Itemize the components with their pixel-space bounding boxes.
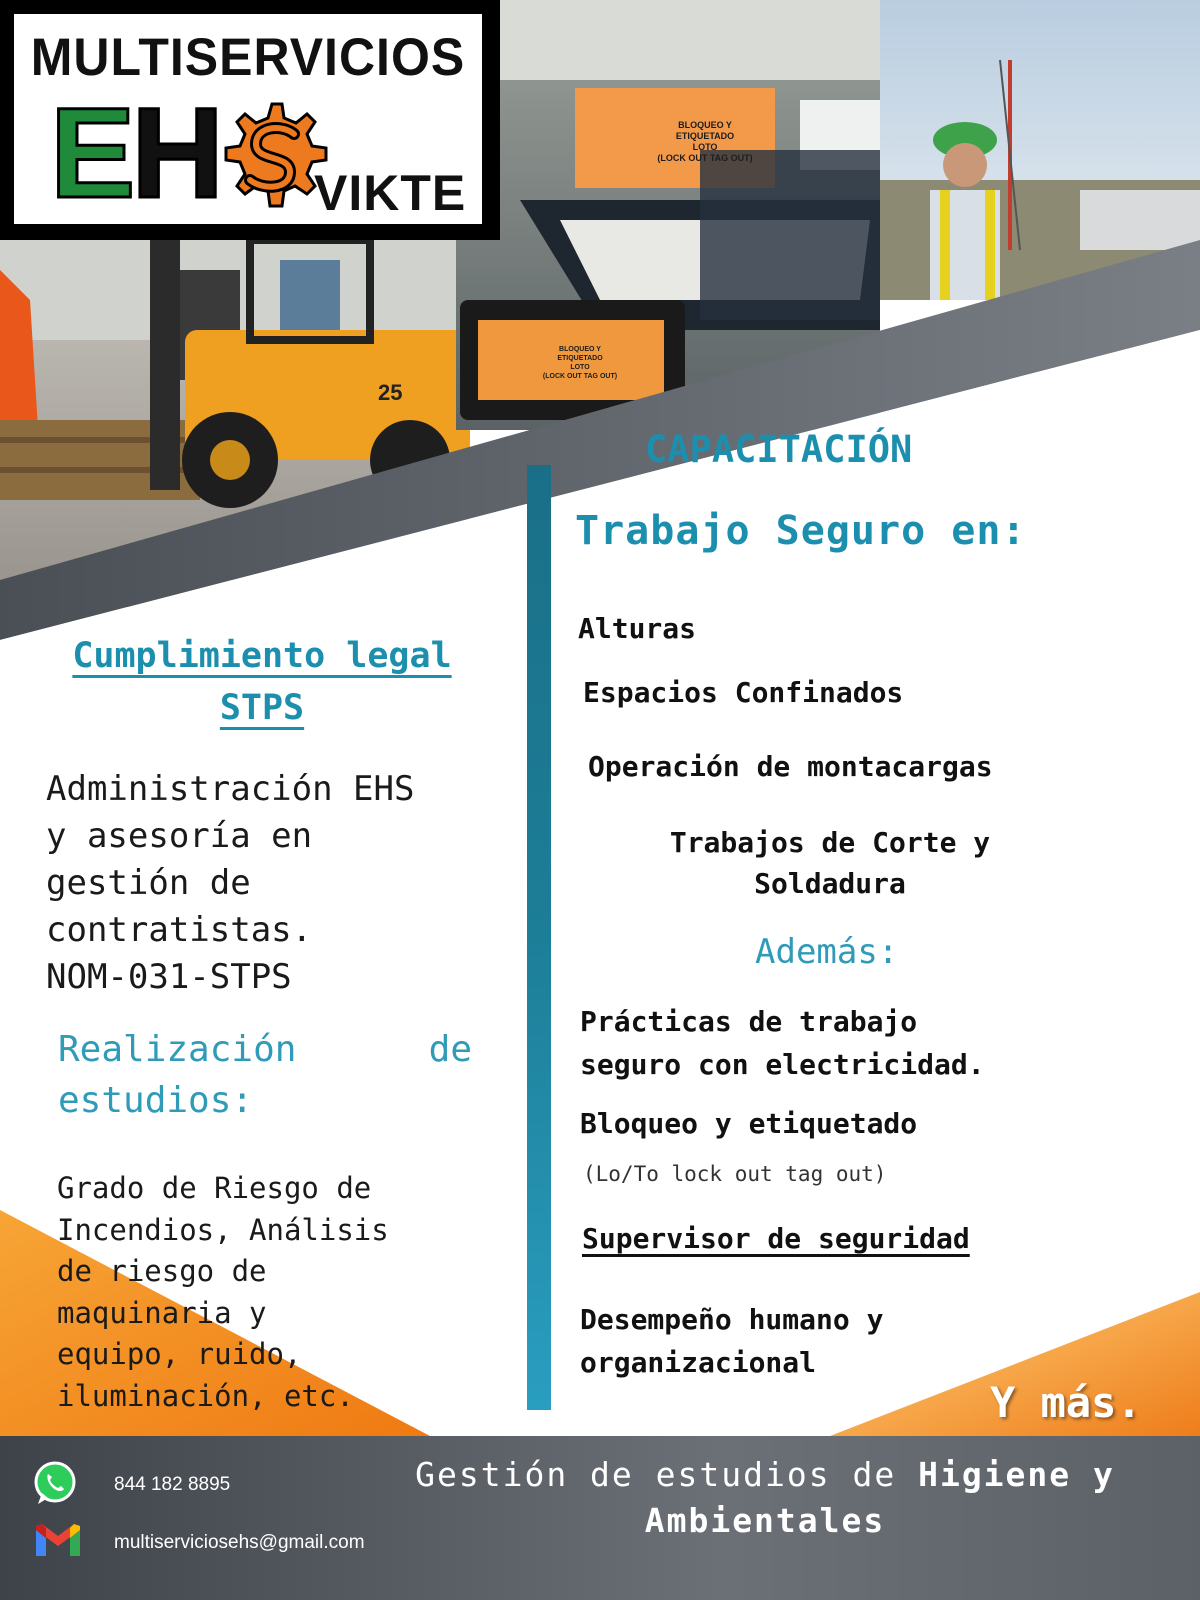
legal-heading: Cumplimiento legal STPS <box>72 636 452 728</box>
extra-item-bloqueo: Bloqueo y etiquetado <box>580 1107 918 1140</box>
whatsapp-icon[interactable] <box>32 1460 78 1506</box>
training-item-espacios: Espacios Confinados <box>583 676 904 709</box>
training-item-alturas: Alturas <box>578 612 697 645</box>
extra-item-supervisor: Supervisor de seguridad <box>582 1222 970 1255</box>
studies-description: Grado de Riesgo de Incendios, Análisis de riesgo de maquinaria y equipo, ruido, iluminación, etc. <box>57 1171 389 1413</box>
footer-bar <box>0 1436 1200 1600</box>
email-address[interactable]: multiserviciosehs@gmail.com <box>114 1532 365 1553</box>
training-item-corte-soldadura: Trabajos de Corte y Soldadura <box>669 826 991 900</box>
tablet-screen-text: BLOQUEO Y ETIQUETADO LOTO (LOCK OUT TAG OUT) <box>542 346 618 380</box>
trabajo-seguro-heading: Trabajo Seguro en: <box>575 508 1027 554</box>
phone-number[interactable]: 844 182 8895 <box>114 1474 231 1495</box>
company-logo <box>0 0 500 240</box>
gmail-icon[interactable] <box>34 1522 82 1560</box>
extra-item-bloqueo-note: (Lo/To lock out tag out) <box>583 1162 887 1186</box>
capacitacion-heading: CAPACITACIÓN <box>645 428 913 471</box>
column-divider <box>527 465 551 1410</box>
forklift-label: 25 <box>378 380 403 405</box>
projection-screen-text: BLOQUEO Y ETIQUETADO LOTO (LOCK OUT TAG OUT) <box>657 120 753 163</box>
studies-heading: Realización de estudios: <box>58 1029 472 1121</box>
footer-tagline: Gestión de estudios de Higiene y Ambientales <box>415 1455 1115 1540</box>
y-mas-label: Y más. <box>990 1378 1142 1427</box>
logo-wordmark-bottom: VIKTE <box>314 165 467 221</box>
admin-description: Administración EHS y asesoría en gestión de contratistas. NOM-031-STPS <box>46 769 415 997</box>
extra-item-desempeno: Desempeño humano y organizacional <box>580 1303 884 1379</box>
logo-eh-letters: EH <box>50 82 220 225</box>
logo-wordmark-top: MULTISERVICIOS <box>30 27 466 87</box>
extra-item-electricidad: Prácticas de trabajo seguro con electricidad. <box>580 1005 985 1081</box>
training-item-montacargas: Operación de montacargas <box>588 750 993 783</box>
ademas-heading: Además: <box>755 932 899 972</box>
